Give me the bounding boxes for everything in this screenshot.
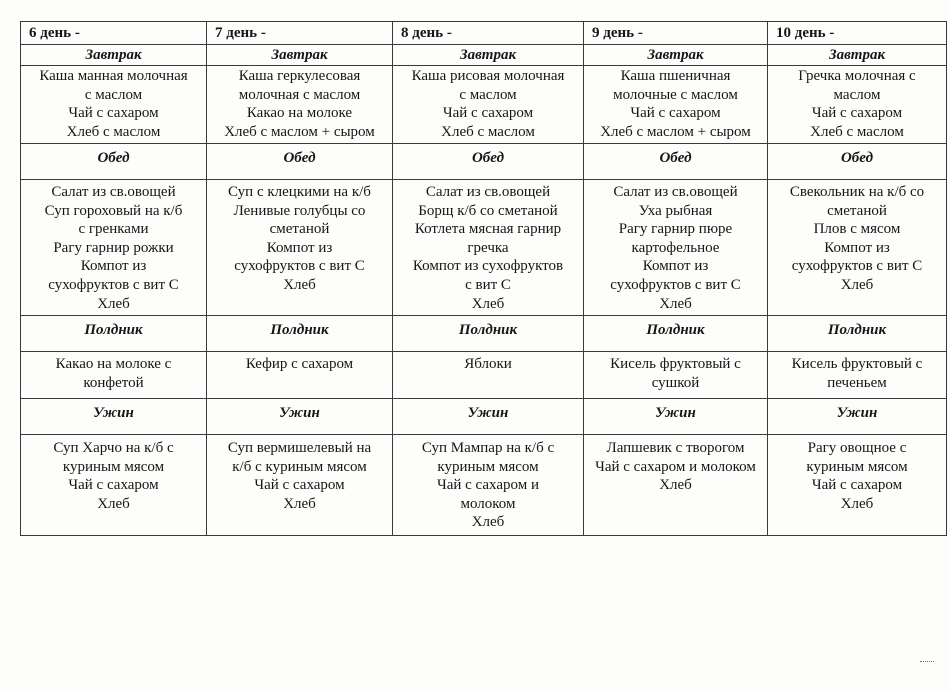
dish-line: Салат из св.овощей: [425, 184, 551, 200]
dish-line: Хлеб с маслом: [810, 123, 904, 140]
dish-line: куриным мясом: [62, 458, 165, 475]
breakfast-dishes-cell: [584, 66, 768, 144]
dinner-title: Ужин: [207, 399, 393, 435]
dish-line: Салат из св.овощей: [613, 184, 738, 200]
dish-line: Хлеб: [283, 495, 316, 512]
dish-line: Суп Харчо на к/б с: [53, 440, 174, 456]
dish-line: Хлеб с маслом + сыром: [224, 123, 375, 140]
dish-line: Компот из: [642, 258, 709, 275]
lunch-title: Обед: [768, 144, 947, 180]
dish-line: печеньем: [827, 374, 887, 391]
snack-dishes-row: [21, 352, 947, 399]
dish-line: куриным мясом: [806, 458, 908, 475]
dish-line: Чай с сахаром и: [436, 477, 540, 494]
lunch-title: Обед: [393, 144, 584, 180]
dish-line: с вит С: [465, 276, 511, 293]
dish-line: Хлеб: [840, 495, 874, 512]
scan-mark: [920, 661, 934, 665]
dish-line: картофельное: [631, 239, 720, 256]
dish-line: Чай с сахаром: [442, 105, 534, 122]
snack-title: Полдник: [393, 316, 584, 352]
dish-line: Хлеб: [659, 295, 692, 312]
dish-line: Суп гороховый на к/б: [44, 202, 183, 219]
dish-line: сметаной: [269, 221, 330, 238]
breakfast-title-row: [21, 45, 947, 66]
breakfast-title: Завтрак: [768, 45, 947, 66]
day-header-row: [21, 22, 947, 45]
dish-line: Рагу гарнир пюре: [618, 221, 733, 238]
dish-line: Кисель фруктовый с: [610, 356, 741, 372]
dish-line: молоком: [460, 495, 516, 512]
dish-line: Компот из: [266, 239, 333, 256]
dish-line: сухофруктов с вит С: [610, 276, 741, 293]
dish-line: Хлеб с маслом: [66, 123, 161, 140]
menu-table: [20, 21, 947, 536]
dish-line: Котлета мясная гарнир: [414, 221, 562, 238]
day-label: 6 день -: [21, 22, 207, 45]
dish-line: Каша манная молочная: [39, 68, 188, 84]
snack-title: Полдник: [768, 316, 947, 352]
snack-title-row: [21, 316, 947, 352]
dish-line: сухофруктов с вит С: [234, 258, 365, 275]
dish-line: Компот из: [80, 258, 147, 275]
dish-line: Хлеб: [97, 295, 130, 312]
dinner-title-row: [21, 399, 947, 435]
snack-dishes-cell: [584, 352, 768, 399]
dish-line: куриным мясом: [437, 458, 539, 475]
lunch-title: Обед: [207, 144, 393, 180]
dish-line: Хлеб с маслом: [441, 123, 535, 140]
dinner-dishes-cell: [207, 435, 393, 536]
breakfast-dishes-cell: [207, 66, 393, 144]
dish-line: Какао на молоке: [246, 105, 353, 122]
dish-line: сухофруктов с вит С: [48, 276, 179, 293]
snack-title: Полдник: [21, 316, 207, 352]
dish-line: Хлеб: [471, 514, 505, 531]
day-label: 9 день -: [584, 22, 768, 45]
dish-line: молочная с маслом: [238, 86, 361, 103]
dish-line: Чай с сахаром: [68, 477, 159, 494]
dish-line: Ленивые голубцы со: [233, 202, 366, 219]
breakfast-dishes-cell: [393, 66, 584, 144]
lunch-dishes-cell: [21, 180, 207, 316]
dish-line: Яблоки: [464, 356, 512, 372]
breakfast-title: Завтрак: [21, 45, 207, 66]
dish-line: Компот из: [824, 239, 890, 256]
lunch-dishes-cell: [768, 180, 947, 316]
dinner-title: Ужин: [584, 399, 768, 435]
dish-line: Гречка молочная с: [798, 68, 916, 84]
lunch-dishes-cell: [393, 180, 584, 316]
dish-line: Плов с мясом: [813, 221, 901, 238]
dish-line: Хлеб: [471, 295, 505, 312]
lunch-title: Обед: [21, 144, 207, 180]
dish-line: молочные с маслом: [613, 86, 738, 103]
dish-line: Борщ к/б со сметаной: [418, 202, 558, 219]
dinner-dishes-row: [21, 435, 947, 536]
snack-dishes-cell: [21, 352, 207, 399]
dish-line: Чай с сахаром: [811, 477, 903, 494]
day-label: 8 день -: [393, 22, 584, 45]
dinner-dishes-cell: [768, 435, 947, 536]
dish-line: Салат из св.овощей: [51, 184, 176, 200]
dish-line: сухофруктов с вит С: [791, 258, 923, 275]
dish-line: конфетой: [83, 374, 144, 391]
dish-line: к/б с куриным мясом: [232, 458, 367, 475]
snack-dishes-cell: [207, 352, 393, 399]
lunch-dishes-cell: [584, 180, 768, 316]
dish-line: Чай с сахаром: [68, 105, 159, 122]
dish-line: Чай с сахаром: [811, 105, 903, 122]
dinner-dishes-cell: [584, 435, 768, 536]
dinner-title: Ужин: [21, 399, 207, 435]
dish-line: Каша геркулесовая: [238, 68, 361, 84]
snack-dishes-cell: [393, 352, 584, 399]
day-label: 10 день -: [768, 22, 947, 45]
lunch-title-row: [21, 144, 947, 180]
dish-line: Кефир с сахаром: [245, 356, 354, 372]
dish-line: с гренками: [78, 221, 149, 238]
dish-line: Хлеб: [97, 495, 130, 512]
dish-line: Уха рыбная: [638, 202, 713, 219]
dish-line: Суп Мампар на к/б с: [421, 440, 555, 456]
dish-line: Свекольник на к/б со: [789, 184, 925, 200]
lunch-dishes-row: [21, 180, 947, 316]
dish-line: сушкой: [651, 374, 700, 391]
dish-line: Хлеб: [840, 276, 874, 293]
dish-line: Хлеб: [283, 276, 316, 293]
dinner-dishes-cell: [393, 435, 584, 536]
breakfast-title: Завтрак: [207, 45, 393, 66]
breakfast-title: Завтрак: [584, 45, 768, 66]
dish-line: Каша пшеничная: [620, 68, 731, 84]
breakfast-title: Завтрак: [393, 45, 584, 66]
dinner-title: Ужин: [768, 399, 947, 435]
snack-dishes-cell: [768, 352, 947, 399]
breakfast-dishes-cell: [768, 66, 947, 144]
dish-line: Каша рисовая молочная: [411, 68, 565, 84]
dinner-title: Ужин: [393, 399, 584, 435]
lunch-dishes-cell: [207, 180, 393, 316]
snack-title: Полдник: [584, 316, 768, 352]
breakfast-dishes-cell: [21, 66, 207, 144]
dish-line: Рагу овощное с: [807, 440, 907, 456]
dish-line: Суп с клецкими на к/б: [228, 184, 371, 200]
dish-line: Чай с сахаром: [254, 477, 345, 494]
breakfast-dishes-row: [21, 66, 947, 144]
dish-line: с маслом: [84, 86, 143, 103]
dish-line: Рагу гарнир рожки: [53, 239, 174, 256]
dish-line: Суп вермишелевый на: [227, 440, 372, 456]
dish-line: Лапшевик с творогом: [606, 440, 745, 456]
dish-line: маслом: [833, 86, 881, 103]
lunch-title: Обед: [584, 144, 768, 180]
dinner-dishes-cell: [21, 435, 207, 536]
dish-line: Кисель фруктовый с: [791, 356, 923, 372]
dish-line: сметаной: [827, 202, 887, 219]
dish-line: гречка: [467, 239, 509, 256]
day-label: 7 день -: [207, 22, 393, 45]
dish-line: Хлеб с маслом + сыром: [600, 123, 751, 140]
dish-line: Какао на молоке с: [55, 356, 172, 372]
dish-line: с маслом: [459, 86, 517, 103]
dish-line: Хлеб: [659, 477, 692, 494]
dish-line: Чай с сахаром: [630, 105, 721, 122]
dish-line: Компот из сухофруктов: [412, 258, 564, 275]
snack-title: Полдник: [207, 316, 393, 352]
dish-line: Чай с сахаром и молоком: [595, 458, 756, 475]
